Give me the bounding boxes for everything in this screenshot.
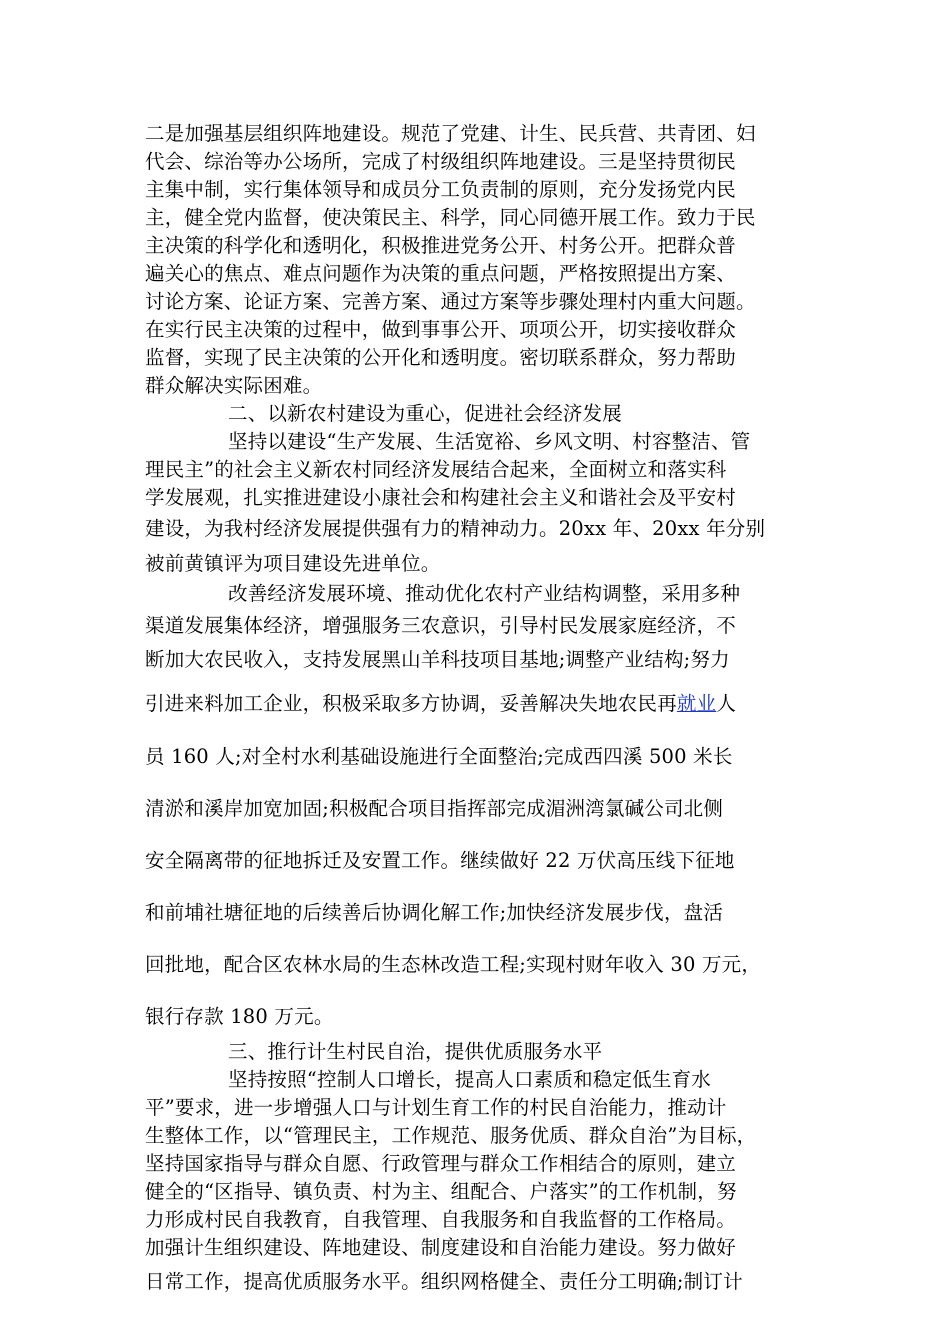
paragraph-line: 理民主”的社会主义新农村同经济发展结合起来，全面树立和落实科 bbox=[145, 458, 727, 481]
paragraph-line: 平”要求，进一步增强人口与计划生育工作的村民自治能力，推动计 bbox=[145, 1096, 727, 1119]
paragraph-line: 主集中制，实行集体领导和成员分工负责制的原则，充分发扬党内民 bbox=[145, 178, 737, 201]
paragraph-line: 被前黄镇评为项目建设先进单位。 bbox=[145, 552, 441, 575]
paragraph-line: 健全的“区指导、镇负责、村为主、组配合、户落实”的工作机制，努 bbox=[145, 1180, 737, 1203]
paragraph-line: 力形成村民自我教育，自我管理、自我服务和自我监督的工作格局。 bbox=[145, 1208, 737, 1231]
line-text: 人 bbox=[716, 692, 737, 715]
paragraph-line: 讨论方案、论证方案、完善方案、通过方案等步骤处理村内重大问题。 bbox=[145, 290, 756, 313]
paragraph-line: 和前埔社塘征地的后续善后协调化解工作;加快经济发展步伐，盘活 bbox=[145, 901, 724, 924]
paragraph-line: 坚持国家指导与群众自愿、行政管理与群众工作相结合的原则，建立 bbox=[145, 1152, 737, 1175]
employment-link[interactable]: 就业 bbox=[676, 692, 717, 715]
paragraph-line: 断加大农民收入，支持发展黑山羊科技项目基地;调整产业结构;努力 bbox=[145, 648, 730, 671]
paragraph-line: 坚持按照“控制人口增长，提高人口素质和稳定低生育水 bbox=[228, 1068, 711, 1091]
paragraph-line: 学发展观，扎实推进建设小康社会和构建社会主义和谐社会及平安村 bbox=[145, 486, 737, 509]
section-heading: 三、推行计生村民自治，提供优质服务水平 bbox=[228, 1040, 603, 1063]
paragraph-line: 主决策的科学化和透明化，积极推进党务公开、村务公开。把群众普 bbox=[145, 234, 737, 257]
paragraph-line: 遍关心的焦点、难点问题作为决策的重点问题，严格按照提出方案、 bbox=[145, 262, 737, 285]
section-heading: 二、以新农村建设为重心，促进社会经济发展 bbox=[228, 402, 623, 425]
paragraph-line: 加强计生组织建设、阵地建设、制度建设和自治能力建设。努力做好 bbox=[145, 1236, 737, 1259]
paragraph-line: 生整体工作，以“管理民主，工作规范、服务优质、群众自治”为目标， bbox=[145, 1124, 757, 1147]
paragraph-line: 群众解决实际困难。 bbox=[145, 374, 323, 397]
paragraph-line: 在实行民主决策的过程中，做到事事公开、项项公开，切实接收群众 bbox=[145, 318, 737, 341]
paragraph-line: 银行存款 180 万元。 bbox=[145, 1005, 334, 1028]
paragraph-line: 坚持以建设“生产发展、生活宽裕、乡风文明、村容整洁、管 bbox=[228, 430, 751, 453]
paragraph-line: 代会、综治等办公场所，完成了村级组织阵地建设。三是坚持贯彻民 bbox=[145, 150, 737, 173]
line-text: 引进来料加工企业，积极采取多方协调，妥善解决失地农民再 bbox=[145, 692, 677, 715]
paragraph-line: 改善经济发展环境、推动优化农村产业结构调整，采用多种 bbox=[228, 582, 741, 605]
paragraph-line: 日常工作，提高优质服务水平。组织网格健全、责任分工明确;制订计 bbox=[145, 1270, 743, 1293]
paragraph-line: 员 160 人;对全村水利基础设施进行全面整治;完成西四溪 500 米长 bbox=[145, 745, 733, 768]
paragraph-line: 渠道发展集体经济，增强服务三农意识，引导村民发展家庭经济，不 bbox=[145, 614, 737, 637]
paragraph-line: 二是加强基层组织阵地建设。规范了党建、计生、民兵营、共青团、妇 bbox=[145, 122, 756, 145]
paragraph-line: 回批地，配合区农林水局的生态林改造工程;实现村财年收入 30 万元， bbox=[145, 953, 762, 976]
paragraph-line bbox=[145, 692, 736, 716]
paragraph-line: 监督，实现了民主决策的公开化和透明度。密切联系群众，努力帮助 bbox=[145, 346, 737, 369]
paragraph-line: 建设，为我村经济发展提供强有力的精神动力。20xx 年、20xx 年分别 bbox=[145, 517, 766, 540]
paragraph-line: 清淤和溪岸加宽加固;积极配合项目指挥部完成湄洲湾氯碱公司北侧 bbox=[145, 797, 724, 820]
paragraph-line: 安全隔离带的征地拆迁及安置工作。继续做好 22 万伏高压线下征地 bbox=[145, 849, 735, 872]
paragraph-line: 主，健全党内监督，使决策民主、科学，同心同德开展工作。致力于民 bbox=[145, 206, 756, 229]
